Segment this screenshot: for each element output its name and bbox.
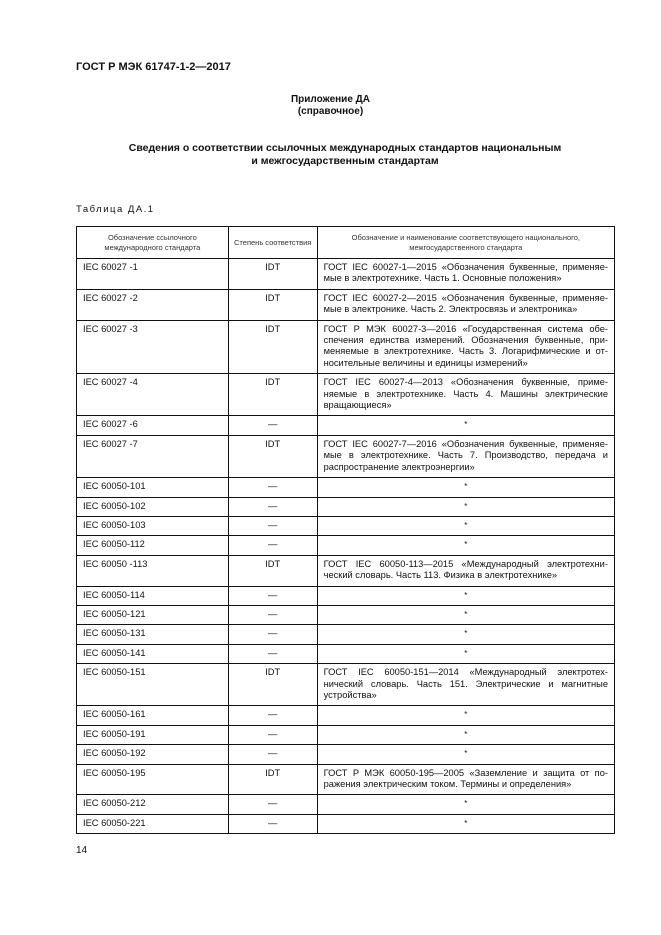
table-row <box>77 555 615 586</box>
column-header-degree: Степень соответствия <box>228 227 317 259</box>
heading-line: Сведения о соответствии ссылочных международных стандартов национальным <box>128 142 562 154</box>
national-standard-cell: * <box>317 536 614 555</box>
document-code: ГОСТ Р МЭК 61747-1-2—2017 <box>76 61 231 73</box>
page-number: 14 <box>76 845 88 856</box>
table-row <box>77 795 615 814</box>
degree-cell: — <box>228 536 317 555</box>
table-row <box>77 764 615 795</box>
degree-cell: — <box>228 814 317 833</box>
reference-cell: IEC 60027 -4 <box>77 374 229 416</box>
table-header-row <box>77 227 615 259</box>
table-row <box>77 416 615 435</box>
table-row <box>77 706 615 725</box>
reference-cell: IEC 60050 -113 <box>77 555 229 586</box>
national-standard-cell: * <box>317 644 614 663</box>
reference-cell: IEC 60050-131 <box>77 625 229 644</box>
correspondence-table <box>76 226 615 834</box>
national-standard-cell: ГОСТ IEC 60027-2—2015 «Обозначения буквенные, применяемые в электронике. Часть 2. Электросвязь и электроника» <box>317 289 614 320</box>
degree-cell: — <box>228 625 317 644</box>
degree-cell: IDT <box>228 664 317 706</box>
annex-title <box>0 94 661 118</box>
degree-cell: IDT <box>228 435 317 477</box>
reference-cell: IEC 60050-195 <box>77 764 229 795</box>
national-standard-cell: ГОСТ IEC 60050-113—2015 «Международный электротехнический словарь. Часть 113. Физика в электротехнике» <box>317 555 614 586</box>
national-standard-cell: * <box>317 725 614 744</box>
reference-cell: IEC 60050-191 <box>77 725 229 744</box>
national-standard-cell: ГОСТ IEC 60027-4—2013 «Обозначения буквенные, применяемые в электротехнике. Часть 4. Машины электрические вращающиеся» <box>317 374 614 416</box>
reference-cell: IEC 60027 -3 <box>77 320 229 374</box>
national-standard-cell: ГОСТ Р МЭК 60050-195—2005 «Заземление и защита от поражения электрическим током. Термины и определения» <box>317 764 614 795</box>
table-row <box>77 497 615 516</box>
national-standard-cell: * <box>317 706 614 725</box>
degree-cell: — <box>228 416 317 435</box>
reference-cell: IEC 60050-101 <box>77 478 229 497</box>
table-row <box>77 435 615 477</box>
national-standard-cell: ГОСТ IEC 60027-7—2016 «Обозначения буквенные, применяемые в электротехнике. Часть 7. Производство, передача и распространение электроэнергии» <box>317 435 614 477</box>
degree-cell: IDT <box>228 259 317 290</box>
reference-cell: IEC 60050-121 <box>77 605 229 624</box>
degree-cell: — <box>228 706 317 725</box>
degree-cell: — <box>228 478 317 497</box>
table-row <box>77 625 615 644</box>
national-standard-cell: * <box>317 625 614 644</box>
national-standard-cell: * <box>317 478 614 497</box>
table-row <box>77 745 615 764</box>
national-standard-cell: * <box>317 605 614 624</box>
degree-cell: — <box>228 644 317 663</box>
annex-label: Приложение ДА <box>290 94 371 105</box>
degree-cell: — <box>228 516 317 535</box>
table-row <box>77 664 615 706</box>
table-row <box>77 320 615 374</box>
degree-cell: — <box>228 605 317 624</box>
section-heading <box>76 142 614 168</box>
column-header-reference: Обозначение ссылочного международного стандарта <box>77 227 229 259</box>
table-row <box>77 586 615 605</box>
reference-cell: IEC 60050-114 <box>77 586 229 605</box>
column-header-national: Обозначение и наименование соответствующего национального, межгосударственного стандарта <box>317 227 614 259</box>
table-row <box>77 478 615 497</box>
table-row <box>77 289 615 320</box>
national-standard-cell: * <box>317 416 614 435</box>
reference-cell: IEC 60050-112 <box>77 536 229 555</box>
reference-cell: IEC 60050-141 <box>77 644 229 663</box>
annex-type: (справочное) <box>297 106 364 117</box>
table-caption: Таблица ДА.1 <box>76 204 155 215</box>
degree-cell: — <box>228 497 317 516</box>
reference-cell: IEC 60027 -2 <box>77 289 229 320</box>
table-row <box>77 814 615 833</box>
table-row <box>77 644 615 663</box>
reference-cell: IEC 60050-221 <box>77 814 229 833</box>
reference-cell: IEC 60050-103 <box>77 516 229 535</box>
reference-cell: IEC 60050-161 <box>77 706 229 725</box>
reference-cell: IEC 60050-151 <box>77 664 229 706</box>
national-standard-cell: * <box>317 745 614 764</box>
degree-cell: IDT <box>228 374 317 416</box>
national-standard-cell: ГОСТ Р МЭК 60027-3—2016 «Государственная система обеспечения единства измерений. Обозначения буквенные, применяемые в электротехнике. Часть 3. Логарифмические и относительные величины и единицы измерений» <box>317 320 614 374</box>
national-standard-cell: * <box>317 795 614 814</box>
reference-cell: IEC 60050-192 <box>77 745 229 764</box>
reference-cell: IEC 60027 -1 <box>77 259 229 290</box>
degree-cell: — <box>228 586 317 605</box>
national-standard-cell: ГОСТ IEC 60027-1—2015 «Обозначения буквенные, применяемые в электротехнике. Часть 1. Основные положения» <box>317 259 614 290</box>
heading-line: и межгосударственным стандартам <box>251 155 439 167</box>
national-standard-cell: * <box>317 814 614 833</box>
national-standard-cell: * <box>317 497 614 516</box>
table-row <box>77 259 615 290</box>
degree-cell: IDT <box>228 320 317 374</box>
table-row <box>77 374 615 416</box>
national-standard-cell: * <box>317 586 614 605</box>
reference-cell: IEC 60027 -6 <box>77 416 229 435</box>
degree-cell: — <box>228 745 317 764</box>
reference-cell: IEC 60050-212 <box>77 795 229 814</box>
degree-cell: IDT <box>228 764 317 795</box>
degree-cell: — <box>228 725 317 744</box>
reference-cell: IEC 60027 -7 <box>77 435 229 477</box>
table-row <box>77 605 615 624</box>
table-row <box>77 536 615 555</box>
national-standard-cell: ГОСТ IEC 60050-151—2014 «Международный электротехнический словарь. Часть 151. Электрические и магнитные устройства» <box>317 664 614 706</box>
reference-cell: IEC 60050-102 <box>77 497 229 516</box>
table-row <box>77 516 615 535</box>
degree-cell: IDT <box>228 289 317 320</box>
national-standard-cell: * <box>317 516 614 535</box>
table-row <box>77 725 615 744</box>
degree-cell: — <box>228 795 317 814</box>
degree-cell: IDT <box>228 555 317 586</box>
